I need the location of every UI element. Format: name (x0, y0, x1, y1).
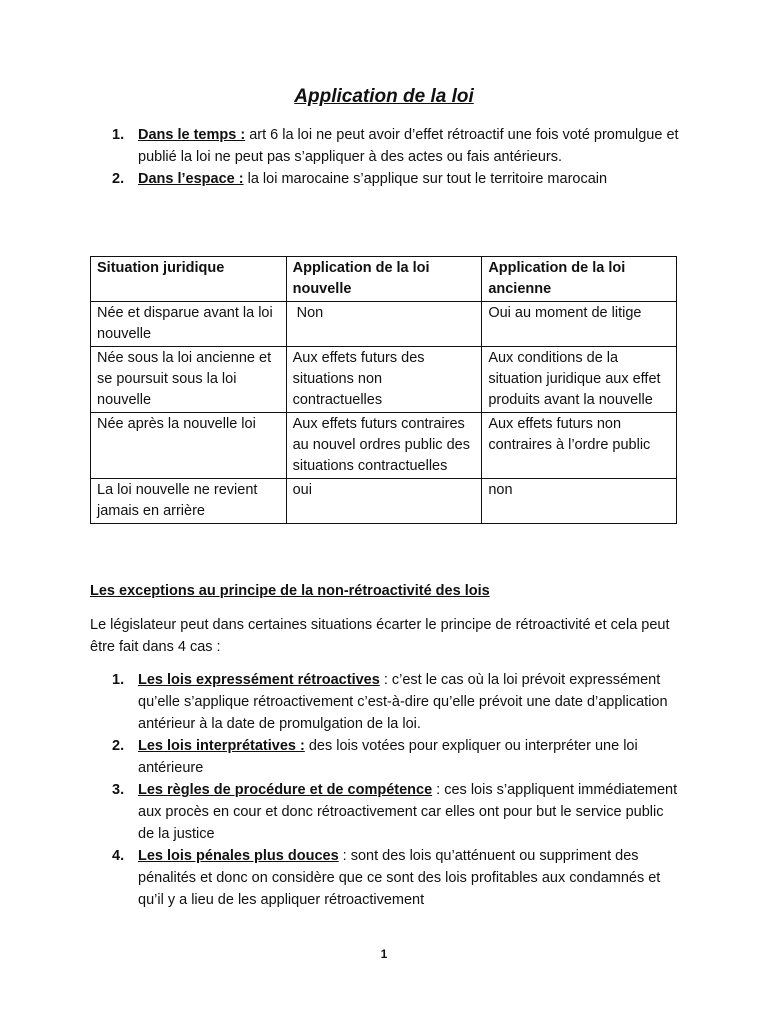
list-item-lead: Les lois interprétatives : (138, 738, 305, 754)
list-item (112, 124, 682, 168)
list-item-text: : ces lois s’appliquent immédiatement aux procès en cour et donc rétroactivement car elles ont pour but le service public de la justice (138, 782, 678, 842)
table-cell: Aux conditions de la situation juridique aux effet produits avant la nouvelle (482, 347, 677, 413)
table-row (91, 347, 677, 413)
list-item (112, 779, 682, 845)
page-title: Application de la loi (294, 86, 474, 107)
list-item (112, 845, 682, 911)
list-number: 2. (112, 738, 125, 754)
table-row (91, 479, 677, 524)
list-item-text: : sont des lois qu’atténuent ou suppriment des pénalités et donc on considère que ce sont des lois profitables aux condamnés et qu’il y a lieu de les appliquer rétroactivement (138, 848, 661, 908)
list-item-lead: Dans le temps : (138, 127, 246, 143)
page-number: 1 (380, 947, 388, 961)
table-header-cell: Situation juridique (91, 257, 287, 302)
list-number: 4. (112, 848, 125, 864)
list-item-lead: Dans l’espace : (138, 171, 244, 187)
table-cell: Aux effets futurs non contraires à l’ordre public (482, 413, 677, 479)
list-item-text: : c’est le cas où la loi prévoit expressément qu’elle s’applique rétroactivement c’est-à-dire qu’elle prévoit une date d’application antérieur à la date de promulgation de la loi. (138, 672, 668, 732)
table-cell: Aux effets futurs contraires au nouvel ordres public des situations contractuelles (286, 413, 482, 479)
list-number: 1. (112, 672, 125, 688)
table-row (91, 302, 677, 347)
table-header-row (91, 257, 677, 302)
table-cell: La loi nouvelle ne revient jamais en arrière (91, 479, 287, 524)
table-cell: Née après la nouvelle loi (91, 413, 287, 479)
list-item-text: la loi marocaine s’applique sur tout le territoire marocain (243, 171, 608, 187)
table-cell: non (482, 479, 677, 524)
list-item-lead: Les lois expressément rétroactives (138, 672, 380, 688)
list-item-lead: Les lois pénales plus douces (138, 848, 339, 864)
list-item (112, 735, 682, 779)
table-cell: Non (286, 302, 482, 347)
list-number: 1. (112, 127, 125, 143)
application-list (112, 124, 682, 190)
section-intro: Le législateur peut dans certaines situations écarter le principe de rétroactivité et cela peut être fait dans 4 cas : (90, 617, 670, 655)
table-cell: Oui au moment de litige (482, 302, 677, 347)
list-item-text: des lois votées pour expliquer ou interpréter une loi antérieure (138, 738, 638, 776)
table-cell: oui (286, 479, 482, 524)
list-item (112, 168, 682, 190)
exceptions-list (112, 669, 682, 911)
table-header-cell: Application de la loi ancienne (482, 257, 677, 302)
section-heading: Les exceptions au principe de la non-rétroactivité des lois (90, 583, 490, 599)
table-row (91, 413, 677, 479)
application-table (90, 256, 677, 524)
table-header-cell: Application de la loi nouvelle (286, 257, 482, 302)
list-item (112, 669, 682, 735)
list-number: 3. (112, 782, 125, 798)
table-cell: Née et disparue avant la loi nouvelle (91, 302, 287, 347)
table-cell: Aux effets futurs des situations non contractuelles (286, 347, 482, 413)
list-number: 2. (112, 171, 125, 187)
list-item-text: art 6 la loi ne peut avoir d’effet rétroactif une fois voté promulgue et publié la loi ne peut pas s’appliquer à des actes ou fais antérieurs. (138, 127, 679, 165)
table-cell: Née sous la loi ancienne et se poursuit sous la loi nouvelle (91, 347, 287, 413)
list-item-lead: Les règles de procédure et de compétence (138, 782, 433, 798)
